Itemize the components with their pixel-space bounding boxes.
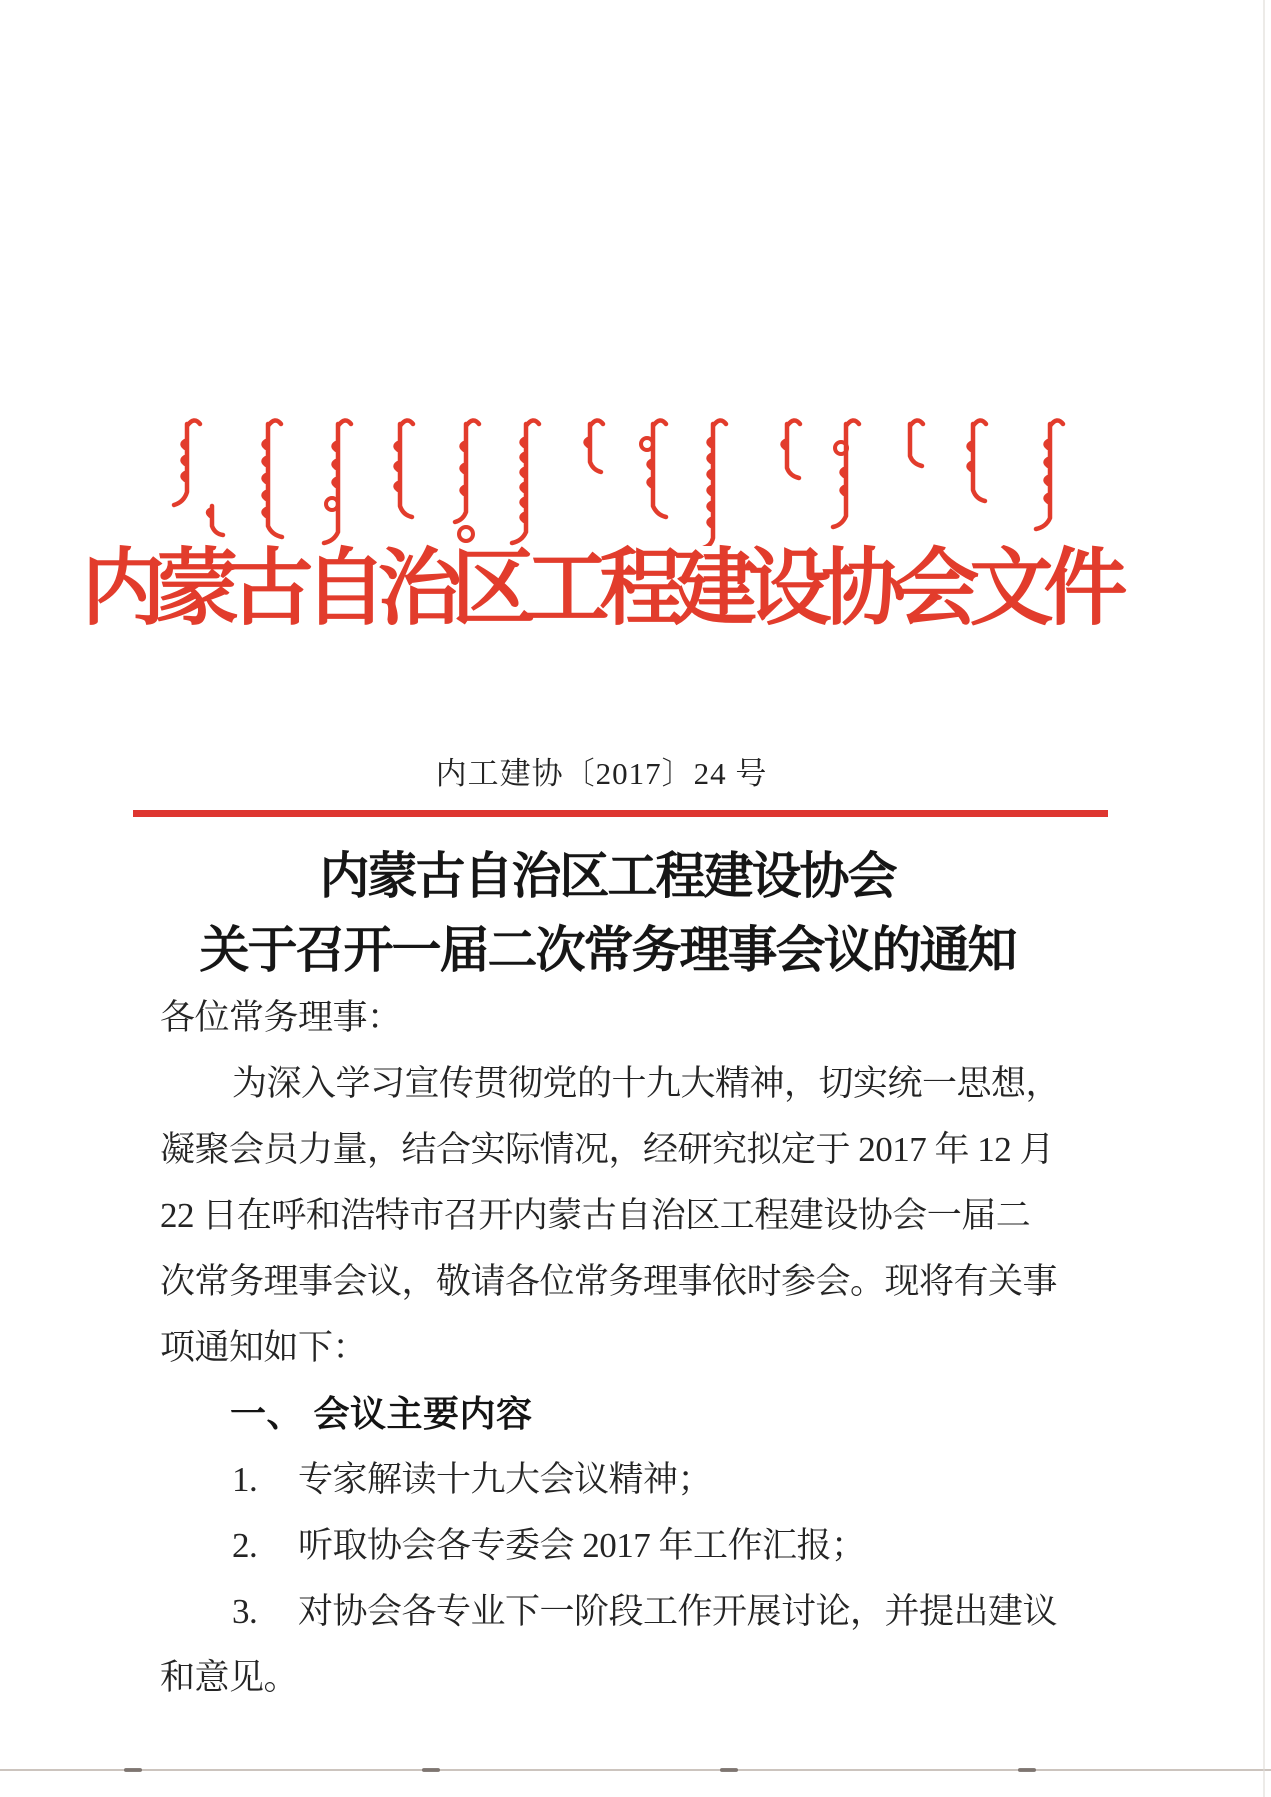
- list-item: [160, 1447, 1100, 1513]
- doc-number: 内工建协〔2017〕24 号: [435, 756, 768, 791]
- scan-right-edge: [1263, 0, 1265, 1797]
- item-number: 1.: [232, 1460, 258, 1499]
- red-divider-rule: [133, 810, 1108, 817]
- mongolian-script-header: [150, 414, 1080, 546]
- item-text: 对协会各专业下一阶段工作开展讨论，并提出建议: [298, 1592, 1058, 1631]
- item-text: 专家解读十九大会议精神；: [298, 1460, 713, 1499]
- list-item: [160, 1579, 1100, 1645]
- section-heading: 一、 会议主要内容: [230, 1393, 533, 1434]
- scan-bottom-edge: [0, 1769, 1271, 1771]
- list-item: [160, 1513, 1100, 1579]
- scan-smudge: [422, 1768, 440, 1772]
- scan-smudge: [124, 1768, 142, 1772]
- scan-smudge: [1018, 1768, 1036, 1772]
- item-number: 2.: [232, 1526, 258, 1565]
- scan-smudge: [720, 1768, 738, 1772]
- paragraph-line: 次常务理事会议，敬请各位常务理事依时参会。现将有关事: [160, 1262, 1058, 1301]
- paragraph-line: 凝聚会员力量，结合实际情况，经研究拟定于 2017 年 12 月: [160, 1130, 1055, 1169]
- salutation: 各位常务理事：: [160, 998, 402, 1037]
- item-continuation-line: 和意见。: [160, 1658, 299, 1697]
- notice-title-line2: 关于召开一届二次常务理事会议的通知: [199, 922, 1016, 978]
- paragraph-line: 为深入学习宣传贯彻党的十九大精神，切实统一思想，: [232, 1064, 1061, 1103]
- item-text: 听取协会各专委会 2017 年工作汇报；: [298, 1526, 866, 1565]
- document-body: [160, 985, 1100, 1711]
- item-number: 3.: [232, 1592, 258, 1631]
- paragraph-line: 项通知如下：: [160, 1328, 368, 1367]
- paragraph-line: 22 日在呼和浩特市召开内蒙古自治区工程建设协会一届二: [160, 1196, 1031, 1235]
- notice-title-line1: 内蒙古自治区工程建设协会: [319, 848, 896, 904]
- org-title: 内蒙古自治区工程建设协会文件: [81, 543, 1118, 636]
